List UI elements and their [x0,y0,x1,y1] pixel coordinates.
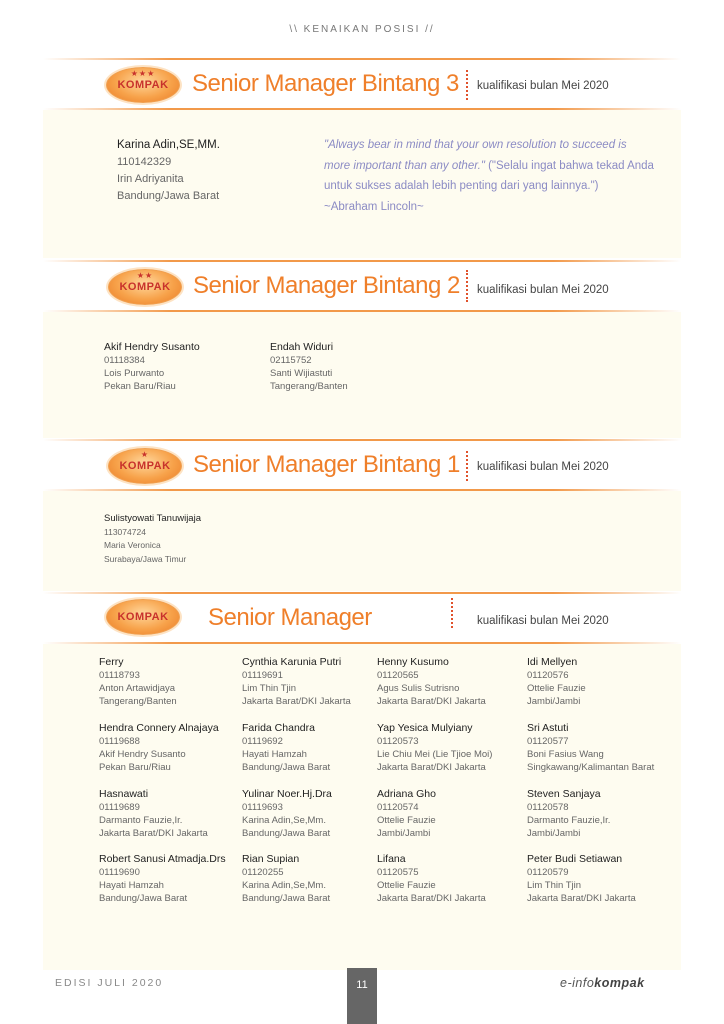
member-name: Sulistyowati Tanuwijaja [104,513,201,524]
member-card [99,788,208,840]
member-card [527,853,636,905]
member-card [377,722,492,774]
star-icons: ★ [140,450,150,459]
member-location: Pekan Baru/Riau [104,381,176,392]
member-id: 01120576 [527,670,569,681]
logo-text: KOMPAK [119,281,171,293]
member-sponsor: Ottelie Fauzie [377,815,436,826]
member-id: 02115752 [270,355,312,366]
member-id: 01120565 [377,670,419,681]
member-sponsor: Maria Veronica [104,540,161,550]
member-id: 01120573 [377,736,419,747]
logo-text: KOMPAK [117,611,169,623]
member-sponsor: Karina Adin,Se,Mm. [242,880,326,891]
member-location: Jakarta Barat/DKI Jakarta [377,696,486,707]
banner-senior-manager [43,592,681,644]
member-name: Idi Mellyen [527,656,578,668]
member-location: Jakarta Barat/DKI Jakarta [527,893,636,904]
brand-footer [560,976,645,990]
qualification-label: kualifikasi bulan Mei 2020 [477,284,609,296]
member-sponsor: Agus Sulis Sutrisno [377,683,460,694]
member-name: Adriana Gho [377,788,436,800]
member-id: 113074724 [104,526,146,537]
member-card [104,512,201,566]
member-sponsor: Lim Thin Tjin [242,683,297,694]
kompak-logo [106,599,180,635]
star-icons: ★★ [136,271,154,280]
divider [451,598,453,628]
member-card [117,137,220,205]
member-location: Jakarta Barat/DKI Jakarta [242,696,351,707]
divider [466,270,468,302]
member-location: Bandung/Jawa Barat [99,893,188,904]
brand-prefix: e-info [560,976,595,990]
member-name: Rian Supian [242,853,300,865]
qualification-label: kualifikasi bulan Mei 2020 [477,461,609,473]
member-card [99,656,177,708]
member-location: Singkawang/Kalimantan Barat [527,762,655,773]
member-id: 01120575 [377,867,419,878]
member-id: 01119688 [99,736,140,747]
member-sponsor: Santi Wijiastuti [270,368,333,379]
member-card [527,788,610,840]
member-card [377,788,436,840]
kompak-logo [106,67,180,103]
member-name: Hasnawati [99,788,149,800]
member-id: 01119693 [242,802,283,813]
section-title: Senior Manager Bintang 3 [192,70,459,97]
member-location: Jakarta Barat/DKI Jakarta [377,893,486,904]
member-card [99,853,226,905]
section-title: Senior Manager Bintang 1 [193,451,460,478]
quote-english: "Always bear in mind that your own resolution to succeed is more important than any other." [324,139,627,172]
page-number: 11 [347,968,377,1024]
member-sponsor: Darmanto Fauzie,Ir. [99,815,183,826]
member-card [242,853,330,905]
logo-text: KOMPAK [117,79,169,91]
member-sponsor: Karina Adin,Se,Mm. [242,815,326,826]
divider [466,451,468,481]
member-sponsor: Akif Hendry Susanto [99,749,186,760]
member-location: Jakarta Barat/DKI Jakarta [377,762,486,773]
member-id: 01120578 [527,802,569,813]
member-card [242,722,330,774]
member-name: Endah Widuri [270,341,334,353]
member-id: 01118384 [104,355,145,366]
member-id: 01118793 [99,670,140,681]
member-location: Bandung/Jawa Barat [242,762,331,773]
member-location: Bandung/Jawa Barat [242,893,331,904]
member-card [377,656,486,708]
quote-indonesian: ("Selalu ingat bahwa tekad Anda untuk sukses adalah lebih penting dari yang lainnya.") [324,159,654,192]
kompak-logo [108,269,182,305]
member-location: Surabaya/Jawa Timur [104,553,187,564]
brand-bold: kompak [594,976,645,990]
edition-label: EDISI JULI 2020 [55,977,164,989]
banner-bintang-1 [43,439,681,491]
member-name: Sri Astuti [527,722,569,734]
member-sponsor: Hayati Hamzah [242,749,307,760]
member-location: Bandung/Jawa Barat [117,190,220,202]
member-card [104,341,200,393]
member-sponsor: Ottelie Fauzie [377,880,436,891]
member-name: Yap Yesica Mulyiany [377,722,473,734]
member-location: Jambi/Jambi [527,696,581,707]
member-sponsor: Darmanto Fauzie,Ir. [527,815,611,826]
member-name: Karina Adin,SE,MM. [117,139,220,151]
section-label: \\ KENAIKAN POSISI // [289,24,435,35]
banner-bintang-3 [43,58,681,110]
member-id: 01120574 [377,802,419,813]
member-location: Jambi/Jambi [527,828,581,839]
member-location: Tangerang/Banten [99,696,177,707]
member-id: 01120579 [527,867,569,878]
member-sponsor: Lois Purwanto [104,368,165,379]
member-sponsor: Hayati Hamzah [99,880,164,891]
member-name: Lifana [377,853,406,865]
member-name: Cynthia Karunia Putri [242,656,342,668]
member-name: Robert Sanusi Atmadja.Drs [99,853,226,865]
member-id: 01119689 [99,802,140,813]
star-icons: ★★★ [130,69,156,78]
member-card [99,722,219,774]
member-card [527,722,654,774]
member-id: 01120577 [527,736,569,747]
member-sponsor: Lim Thin Tjin [527,880,582,891]
member-id: 01119692 [242,736,283,747]
member-card [377,853,486,905]
member-name: Ferry [99,656,124,668]
kompak-logo [108,448,182,484]
divider [466,70,468,100]
member-sponsor: Irin Adriyanita [117,173,184,185]
member-sponsor: Ottelie Fauzie [527,683,586,694]
member-name: Peter Budi Setiawan [527,853,623,865]
banner-bintang-2 [43,260,681,312]
member-id: 01120255 [242,867,284,878]
section-title: Senior Manager [208,604,372,631]
member-location: Pekan Baru/Riau [99,762,171,773]
member-name: Akif Hendry Susanto [104,341,200,353]
motivational-quote [324,135,654,217]
member-card [242,656,351,708]
member-card [270,341,348,393]
qualification-label: kualifikasi bulan Mei 2020 [477,80,609,92]
member-name: Yulinar Noer.Hj.Dra [242,788,332,800]
member-location: Jambi/Jambi [377,828,431,839]
quote-author: ~Abraham Lincoln~ [324,200,424,213]
member-name: Farida Chandra [242,722,315,734]
member-location: Tangerang/Banten [270,381,348,392]
member-card [527,656,586,708]
qualification-label: kualifikasi bulan Mei 2020 [477,615,609,627]
member-sponsor: Anton Artawidjaya [99,683,176,694]
member-id: 01119690 [99,867,140,878]
section-title: Senior Manager Bintang 2 [193,272,460,299]
member-sponsor: Lie Chiu Mei (Lie Tjioe Moi) [377,749,493,760]
logo-text: KOMPAK [119,460,171,472]
member-name: Steven Sanjaya [527,788,601,800]
member-name: Henny Kusumo [377,656,449,668]
member-card [242,788,332,840]
member-sponsor: Boni Fasius Wang [527,749,604,760]
member-location: Bandung/Jawa Barat [242,828,331,839]
member-name: Hendra Connery Alnajaya [99,722,219,734]
member-id: 01119691 [242,670,283,681]
member-id: 110142329 [117,156,172,168]
member-location: Jakarta Barat/DKI Jakarta [99,828,208,839]
